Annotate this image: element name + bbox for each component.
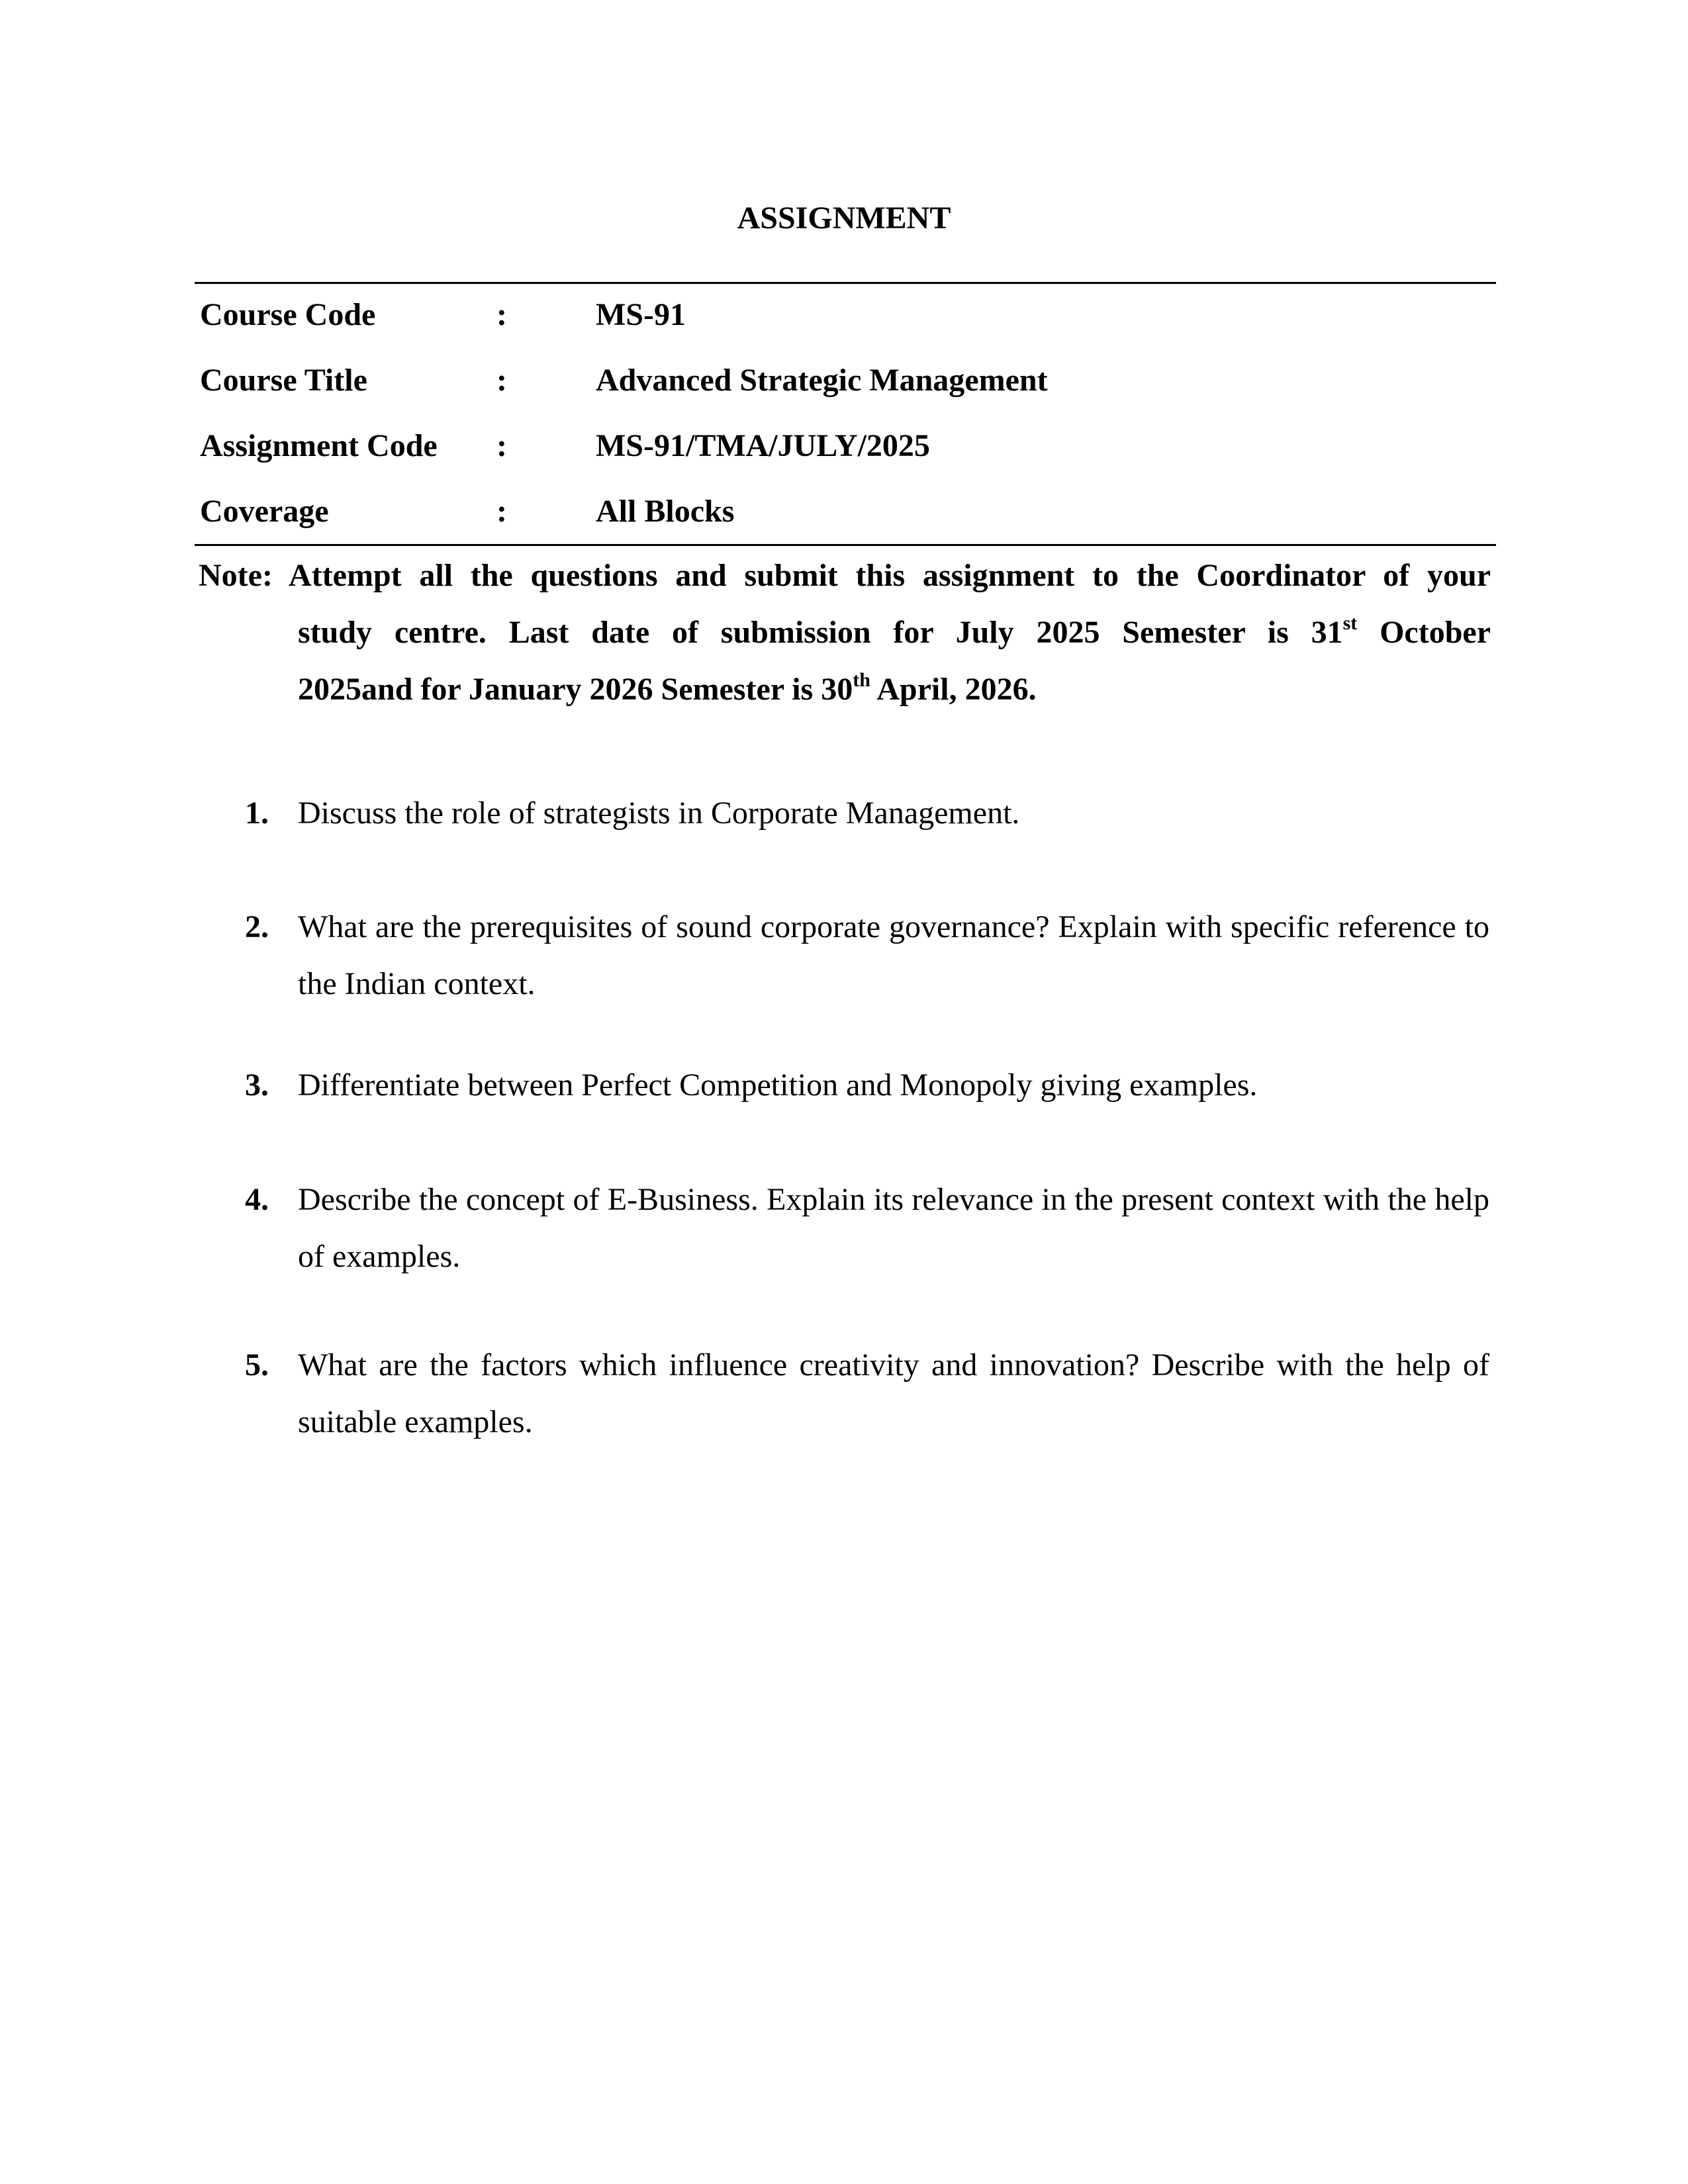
note-line-1: Note: Attempt all the questions and submit this assignment to the Coordinator of your bbox=[199, 558, 1491, 593]
note-line-2-month: October bbox=[1380, 615, 1491, 650]
course-code-separator: : bbox=[496, 297, 507, 332]
course-title-separator: : bbox=[496, 363, 507, 398]
note-line-2-superscript: st bbox=[1342, 612, 1358, 634]
question-number: 5. bbox=[245, 1347, 269, 1383]
question-number: 2. bbox=[245, 909, 269, 944]
question-number: 3. bbox=[245, 1068, 269, 1103]
note-line-3-date: April, 2026. bbox=[876, 672, 1037, 707]
question-number: 1. bbox=[245, 796, 269, 831]
assignment-code-separator: : bbox=[496, 428, 507, 463]
question-item bbox=[245, 1337, 1489, 1451]
question-text: Discuss the role of strategists in Corporate Management. bbox=[298, 796, 1020, 831]
question-text: What are the factors which influence creativity and innovation? Describe with the help of suitable examples. bbox=[298, 1347, 1489, 1439]
question-item bbox=[245, 1057, 1489, 1114]
assignment-code-label: Assignment Code bbox=[200, 428, 438, 463]
coverage-separator: : bbox=[496, 494, 507, 529]
note-line-3-text: 2025and for January 2026 Semester is 30 bbox=[298, 672, 853, 707]
note-line-3-superscript: th bbox=[853, 669, 870, 691]
coverage-label: Coverage bbox=[200, 494, 329, 529]
question-item bbox=[245, 899, 1489, 1013]
note-line-2-text: study centre. Last date of submission for July 2025 Semester is 31 bbox=[298, 615, 1343, 650]
question-number: 4. bbox=[245, 1182, 269, 1217]
question-item bbox=[245, 1171, 1489, 1285]
question-text: Differentiate between Perfect Competition and Monopoly giving examples. bbox=[298, 1068, 1258, 1103]
question-text: What are the prerequisites of sound corporate governance? Explain with specific reference to the Indian context. bbox=[298, 909, 1489, 1001]
course-title-value: Advanced Strategic Management bbox=[596, 363, 1048, 398]
course-title-label: Course Title bbox=[200, 363, 367, 398]
page-title: ASSIGNMENT bbox=[737, 201, 951, 236]
assignment-code-value: MS-91/TMA/JULY/2025 bbox=[596, 428, 930, 463]
coverage-value: All Blocks bbox=[596, 494, 735, 529]
question-text: Describe the concept of E-Business. Explain its relevance in the present context with the help of examples. bbox=[298, 1182, 1489, 1274]
course-code-value: MS-91 bbox=[596, 297, 686, 332]
course-code-label: Course Code bbox=[200, 297, 376, 332]
question-item bbox=[245, 785, 1489, 842]
